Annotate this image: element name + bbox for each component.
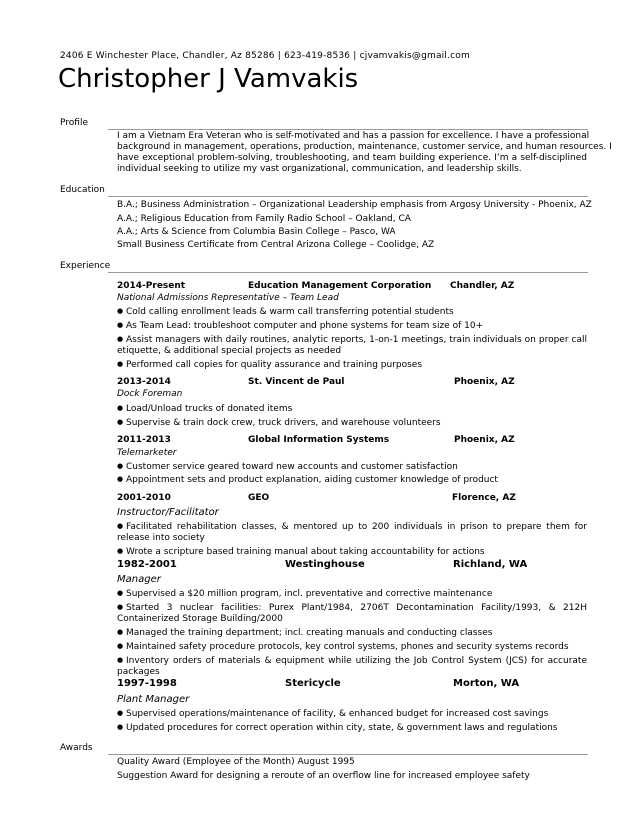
profile-line: have exceptional problem-solving, troubleshooting, and team building experience. I’m a self-disciplined xyxy=(117,153,587,163)
profile-line: individual seeking to utilize my vast organizational, communication, and leadership skills. xyxy=(117,164,522,174)
job-bullet: ● Cold calling enrollment leads & warm call transferring potential students xyxy=(117,307,454,317)
job-company: Stericycle xyxy=(285,678,341,689)
job-header xyxy=(117,377,587,389)
bullet-dot-icon: ● xyxy=(117,723,124,731)
job-location: Florence, AZ xyxy=(452,493,516,503)
job-bullet: ● Appointment sets and product explanation, aiding customer knowledge of product xyxy=(117,475,498,485)
job-header xyxy=(117,281,587,293)
profile-line: background in management, operations, production, maintenance, customer service, and human resources. I xyxy=(117,142,612,152)
profile-line: I am a Vietnam Era Veteran who is self-motivated and has a passion for excellence. I have a professional xyxy=(117,131,590,141)
job-company: Education Management Corporation xyxy=(248,281,432,291)
job-company: St. Vincent de Paul xyxy=(248,377,345,387)
section-label-education: Education xyxy=(60,185,105,195)
award-item: Suggestion Award for designing a reroute of an overflow line for increased employee safety xyxy=(117,771,530,781)
job-location: Richland, WA xyxy=(453,559,528,570)
job-dates: 1982-2001 xyxy=(117,559,177,570)
award-item: Quality Award (Employee of the Month) August 1995 xyxy=(117,757,355,767)
job-role: National Admissions Representative – Team Lead xyxy=(117,293,339,303)
job-bullet: ● Facilitated rehabilitation classes, & mentored up to 200 individuals in prison to prepare them for release into society xyxy=(117,522,587,543)
job-location: Phoenix, AZ xyxy=(454,435,515,445)
job-dates: 1997-1998 xyxy=(117,678,177,689)
bullet-dot-icon: ● xyxy=(117,589,124,597)
bullet-dot-icon: ● xyxy=(117,522,124,530)
job-dates: 2001-2010 xyxy=(117,493,171,503)
section-label-profile: Profile xyxy=(60,118,88,128)
job-bullet: ● Wrote a scripture based training manual about taking accountability for actions xyxy=(117,547,485,557)
bullet-dot-icon: ● xyxy=(117,404,124,412)
section-divider xyxy=(108,129,588,130)
job-bullet: ● As Team Lead: troubleshoot computer and phone systems for team size of 10+ xyxy=(117,321,484,331)
job-bullet: ● Supervise & train dock crew, truck drivers, and warehouse volunteers xyxy=(117,418,441,428)
profile-paragraph xyxy=(117,131,612,175)
education-item: A.A.; Religious Education from Family Radio School – Oakland, CA xyxy=(117,214,411,224)
candidate-name: Christopher J Vamvakis xyxy=(58,64,359,94)
job-bullet: ● Started 3 nuclear facilities: Purex Plant/1984, 2706T Decontamination Facility/1993, & 212H Containerized Storage Building/2000 xyxy=(117,603,587,624)
bullet-dot-icon: ● xyxy=(117,475,124,483)
bullet-dot-icon: ● xyxy=(117,603,124,611)
job-dates: 2014-Present xyxy=(117,281,186,291)
job-bullet: ● Load/Unload trucks of donated items xyxy=(117,404,293,414)
job-header xyxy=(117,493,587,505)
bullet-dot-icon: ● xyxy=(117,656,124,664)
education-item: Small Business Certificate from Central Arizona College – Coolidge, AZ xyxy=(117,240,435,250)
job-bullet: ● Supervised operations/maintenance of facility, & enhanced budget for increased cost savings xyxy=(117,709,549,719)
section-divider xyxy=(108,272,588,273)
job-bullet: ● Inventory orders of materials & equipment while utilizing the Job Control System (JCS) for accurate packages xyxy=(117,656,587,677)
job-header xyxy=(117,435,587,447)
education-item: B.A.; Business Administration – Organizational Leadership emphasis from Argosy University - Phoenix, AZ xyxy=(117,200,592,210)
bullet-dot-icon: ● xyxy=(117,709,124,717)
job-bullet: ● Updated procedures for correct operation within city, state, & government laws and regulations xyxy=(117,723,558,733)
section-label-experience: Experience xyxy=(60,261,111,271)
job-location: Morton, WA xyxy=(453,678,520,689)
bullet-dot-icon: ● xyxy=(117,321,124,329)
job-bullet: ● Supervised a $20 million program, incl. preventative and corrective maintenance xyxy=(117,589,493,599)
job-company: Westinghouse xyxy=(285,559,365,570)
bullet-dot-icon: ● xyxy=(117,307,124,315)
bullet-dot-icon: ● xyxy=(117,335,124,343)
job-dates: 2011-2013 xyxy=(117,435,171,445)
job-bullet: ● Assist managers with daily routines, analytic reports, 1-on-1 meetings, train individuals on proper call etiquette, & additional special projects as needed xyxy=(117,335,587,356)
job-role: Plant Manager xyxy=(117,694,190,705)
bullet-dot-icon: ● xyxy=(117,360,124,368)
job-header xyxy=(117,678,587,691)
job-bullet: ● Maintained safety procedure protocols, key control systems, phones and security systems records xyxy=(117,642,569,652)
section-label-awards: Awards xyxy=(60,743,93,753)
job-location: Chandler, AZ xyxy=(450,281,515,291)
job-header xyxy=(117,559,587,572)
contact-line: 2406 E Winchester Place, Chandler, Az 85286 | 623-419-8536 | cjvamvakis@gmail.com xyxy=(60,51,470,61)
job-dates: 2013-2014 xyxy=(117,377,171,387)
bullet-dot-icon: ● xyxy=(117,642,124,650)
job-company: Global Information Systems xyxy=(248,435,390,445)
job-role: Instructor/Facilitator xyxy=(117,507,219,518)
job-bullet: ● Customer service geared toward new accounts and customer satisfaction xyxy=(117,462,458,472)
bullet-dot-icon: ● xyxy=(117,462,124,470)
education-item: A.A.; Arts & Science from Columbia Basin College – Pasco, WA xyxy=(117,227,396,237)
job-bullet: ● Performed call copies for quality assurance and training purposes xyxy=(117,360,423,370)
job-role: Telemarketer xyxy=(117,448,177,458)
bullet-dot-icon: ● xyxy=(117,547,124,555)
bullet-dot-icon: ● xyxy=(117,628,124,636)
job-role: Dock Foreman xyxy=(117,389,183,399)
job-role: Manager xyxy=(117,574,161,585)
section-divider xyxy=(108,754,588,755)
section-divider xyxy=(108,196,588,197)
bullet-dot-icon: ● xyxy=(117,418,124,426)
job-location: Phoenix, AZ xyxy=(454,377,515,387)
job-bullet: ● Managed the training department; incl. creating manuals and conducting classes xyxy=(117,628,493,638)
job-company: GEO xyxy=(248,493,270,503)
